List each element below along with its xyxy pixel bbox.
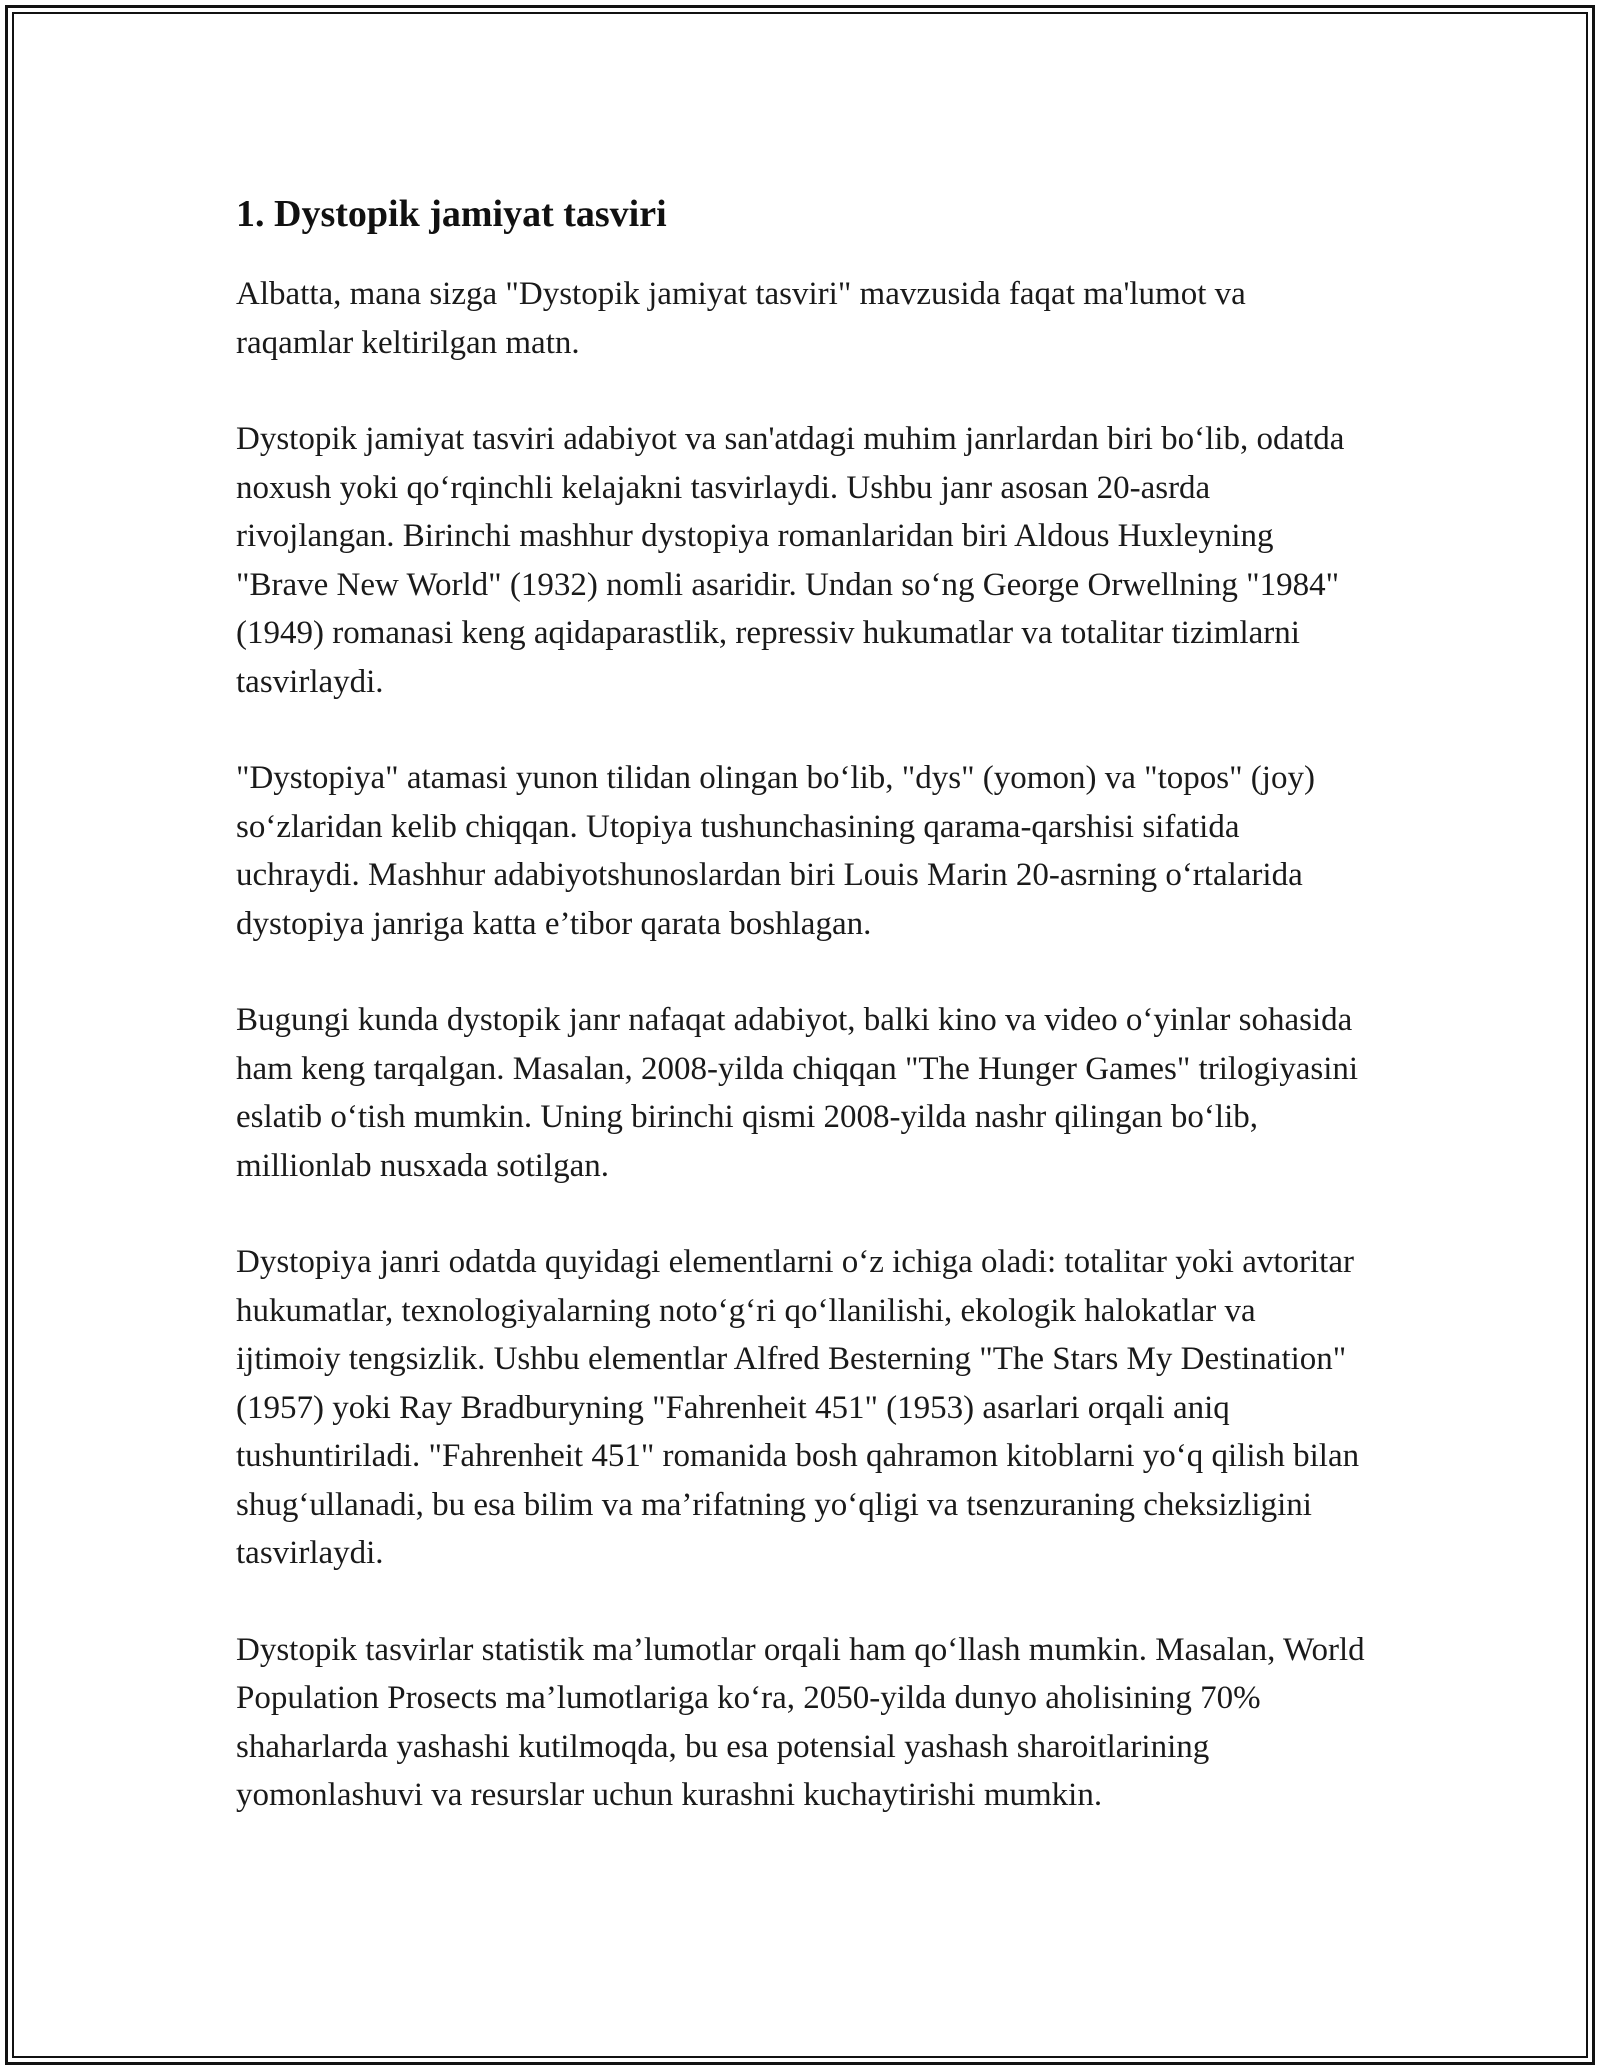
section-heading: 1. Dystopik jamiyat tasviri [236, 193, 667, 235]
paragraph-history: Dystopik jamiyat tasviri adabiyot va san'atdagi muhim janrlardan biri bo‘lib, odatda noxush yoki qo‘rqinchli kelajakni tasvirlaydi. Ushbu janr asosan 20-asrda rivojlangan. Birinchi mashhur dystopiya romanlaridan biri Aldous Huxleyning "Brave New World" (1932) nomli asaridir. Undan so‘ng George Orwellning "1984" (1949) romanasi keng aqidaparastlik, repressiv hukumatlar va totalitar tizimlarni tasvirlaydi. [236, 421, 1345, 700]
paragraph-elements: Dystopiya janri odatda quyidagi elementlarni o‘z ichiga oladi: totalitar yoki avtoritar hukumatlar, texnologiyalarning noto‘g‘ri qo‘llanilishi, ekologik halokatlar va ijtimoiy tengsizlik. Ushbu elementlar Alfred Besterning "The Stars My Destination" (1957) yoki Ray Bradburyning "Fahrenheit 451" (1953) asarlari orqali aniq tushuntiriladi. "Fahrenheit 451" romanida bosh qahramon kitoblarni yo‘q qilish bilan shug‘ullanadi, bu esa bilim va ma’rifatning yo‘qligi va tsenzuraning cheksizligini tasvirlaydi. [236, 1244, 1360, 1571]
paragraph-etymology: "Dystopiya" atamasi yunon tilidan olingan bo‘lib, "dys" (yomon) va "topos" (joy) so‘zlaridan kelib chiqqan. Utopiya tushunchasining qarama-qarshisi sifatida uchraydi. Mashhur adabiyotshunoslardan biri Louis Marin 20-asrning o‘rtalarida dystopiya janriga katta e’tibor qarata boshlagan. [236, 760, 1315, 942]
paragraph-modern-media: Bugungi kunda dystopik janr nafaqat adabiyot, balki kino va video o‘yinlar sohasida ham keng tarqalgan. Masalan, 2008-yilda chiqqan "The Hunger Games" trilogiyasini eslatib o‘tish mumkin. Uning birinchi qismi 2008-yilda nashr qilingan bo‘lib, millionlab nusxada sotilgan. [236, 1002, 1359, 1184]
paragraph-intro: Albatta, mana sizga "Dystopik jamiyat tasviri" mavzusida faqat ma'lumot va raqamlar keltirilgan matn. [236, 276, 1246, 361]
paragraph-statistics: Dystopik tasvirlar statistik ma’lumotlar orqali ham qo‘llash mumkin. Masalan, World Population Prosects ma’lumotlariga ko‘ra, 2050-yilda dunyo aholisining 70% shaharlarda yashashi kutilmoqda, bu esa potensial yashash sharoitlarining yomonlashuvi va resurslar uchun kurashni kuchaytirishi mumkin. [236, 1631, 1365, 1813]
document-body [236, 188, 1366, 1868]
